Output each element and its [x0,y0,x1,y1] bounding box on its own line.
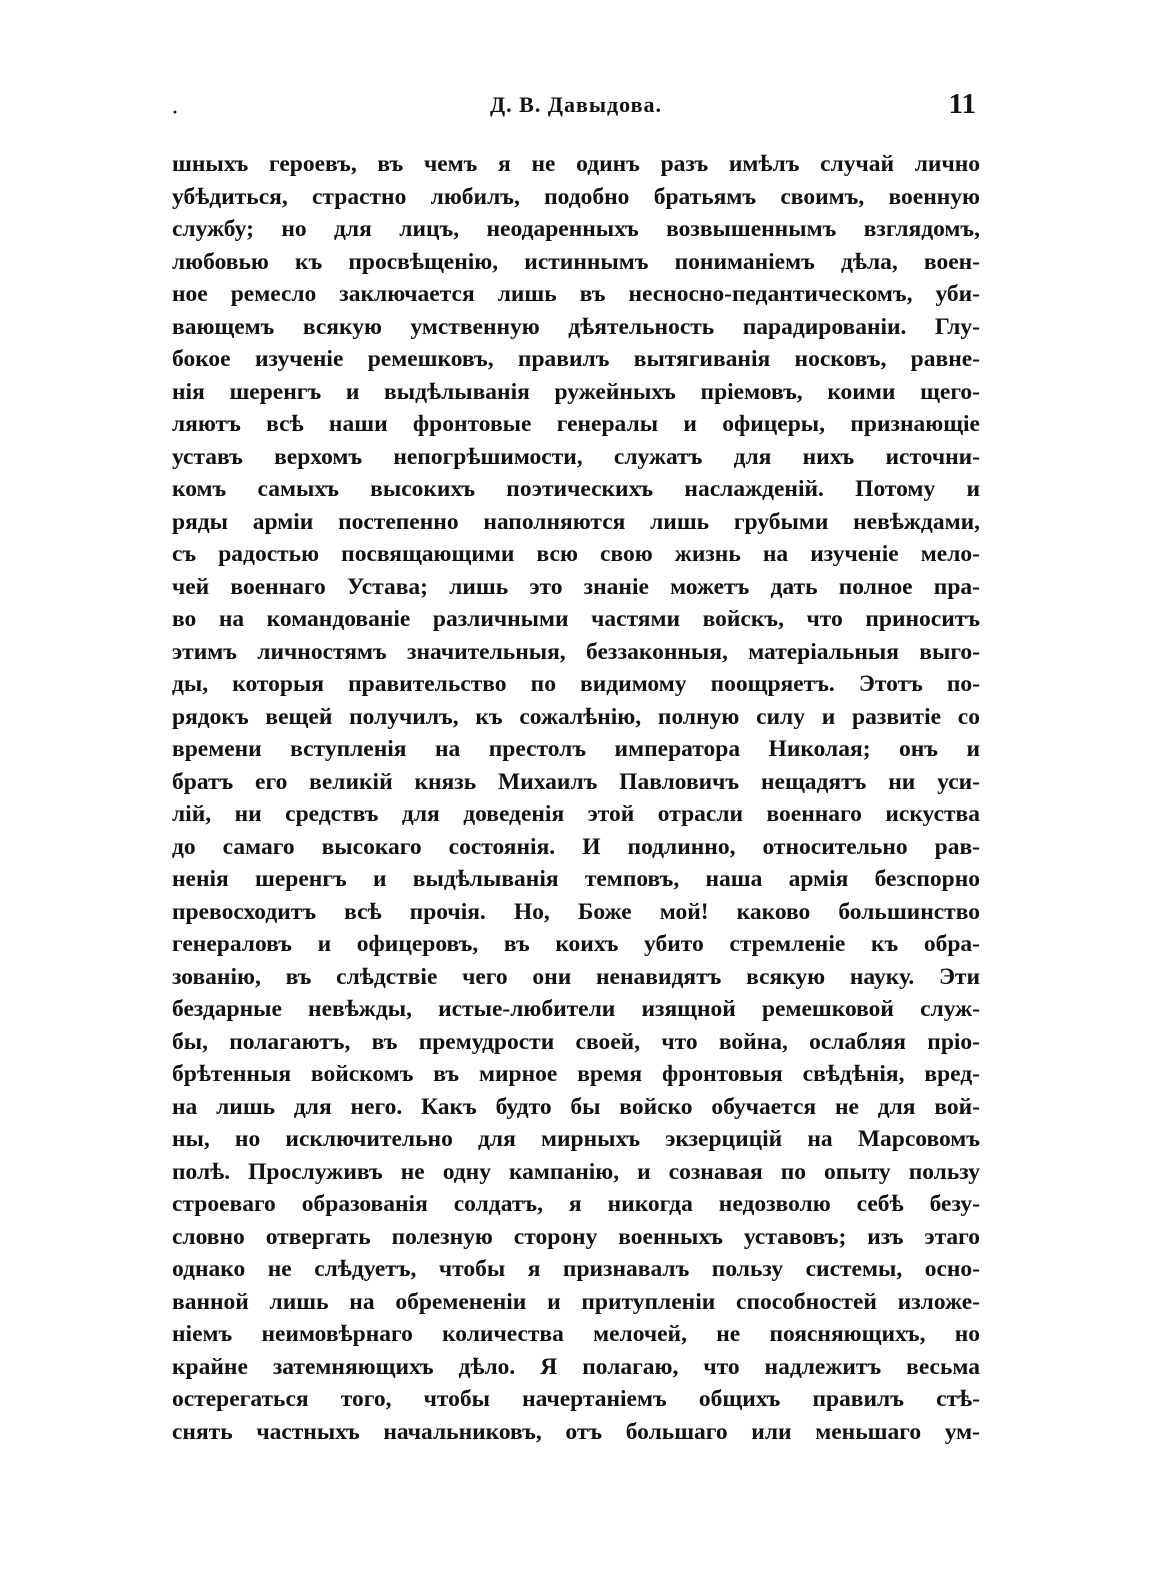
text-line: службу; но для лицъ, неодаренныхъ возвышеннымъ взглядомъ, [172,216,980,242]
text-line: этимъ личностямъ значительныя, беззаконныя, матеріальныя выго- [172,638,980,665]
text-line: ное ремесло заключается лишь въ несносно-педантическомъ, уби- [172,281,980,307]
text-line: бокое изученіе ремешковъ, правилъ вытягиванія носковъ, равне- [172,346,980,372]
text-line: нія шеренгъ и выдѣлыванія ружейныхъ пріемовъ, коими щего- [172,378,980,405]
text-line: бы, полагаютъ, въ премудрости своей, что война, ослабляя пріо- [172,1028,980,1055]
text-line: брѣтенныя войскомъ въ мирное время фронтовыя свѣдѣнія, вред- [172,1061,980,1087]
text-line: шныхъ героевъ, въ чемъ я не одинъ разъ имѣлъ случай лично [172,151,980,177]
body-text [172,148,980,1448]
text-line: братъ его великій князь Михаилъ Павловичъ нещадятъ ни уси- [172,768,980,795]
text-line: строеваго образованія солдатъ, я никогда недозволю себѣ безу- [172,1191,980,1217]
text-line: остерегаться того, чтобы начертаніемъ общихъ правилъ стѣ- [172,1386,980,1412]
text-line: крайне затемняющихъ дѣло. Я полагаю, что надлежитъ весьма [172,1353,980,1380]
text-line: полѣ. Прослуживъ не одну кампанію, и сознавая по опыту пользу [172,1158,980,1185]
text-line: снять частныхъ начальниковъ, отъ большаго или меньшаго ум- [172,1418,980,1445]
text-line: комъ самыхъ высокихъ поэтическихъ наслажденій. Потому и [172,476,980,502]
text-line: ненія шеренгъ и выдѣлыванія темповъ, наша армія безспорно [172,866,980,892]
running-title: Д. В. Давыдова. [490,92,662,117]
running-header [172,88,980,128]
text-line: на лишь для него. Какъ будто бы войско обучается не для вой- [172,1093,980,1120]
text-line: зованію, въ слѣдствіе чего они ненавидятъ всякую науку. Эти [172,963,980,990]
text-line: рядокъ вещей получилъ, къ сожалѣнію, полную силу и развитіе со [172,703,980,730]
text-line: времени вступленія на престолъ императора Николая; онъ и [172,736,980,762]
text-line: превосходитъ всѣ прочія. Но, Боже мой! каково большинство [172,898,980,925]
text-line: бездарные невѣжды, истые-любители изящной ремешковой служ- [172,996,980,1022]
text-line: ляютъ всѣ наши фронтовые генералы и офицеры, признающіе [172,411,980,437]
text-line: однако не слѣдуетъ, чтобы я признавалъ пользу системы, осно- [172,1256,980,1282]
text-line: убѣдиться, страстно любилъ, подобно братьямъ своимъ, военную [172,183,980,210]
text-line: ны, но исключительно для мирныхъ экзерцицій на Марсовомъ [172,1126,980,1152]
text-line: до самаго высокаго состоянія. И подлинно, относительно рав- [172,833,980,860]
text-line: ніемъ неимовѣрнаго количества мелочей, не поясняющихъ, но [172,1321,980,1347]
text-line: съ радостью посвящающими всю свою жизнь на изученіе мело- [172,541,980,567]
page-number: 11 [948,88,976,120]
text-line: во на командованіе различными частями войскъ, что приноситъ [172,606,980,632]
text-line: генераловъ и офицеровъ, въ коихъ убито стремленіе къ обра- [172,931,980,957]
text-line: ванной лишь на обремененіи и притупленіи способностей изложе- [172,1288,980,1315]
text-line: чей военнаго Устава; лишь это знаніе можетъ дать полное пра- [172,573,980,600]
text-line: ряды арміи постепенно наполняются лишь грубыми невѣждами, [172,508,980,535]
text-line: любовью къ просвѣщенію, истиннымъ пониманіемъ дѣла, воен- [172,248,980,275]
header-marker: · [172,102,179,122]
text-line: ды, которыя правительство по видимому поощряетъ. Этотъ по- [172,671,980,697]
text-line: вающемъ всякую умственную дѣятельность парадированіи. Глу- [172,313,980,340]
text-line: лій, ни средствъ для доведенія этой отрасли военнаго искуства [172,801,980,827]
text-line: словно отвергать полезную сторону военныхъ уставовъ; изъ этаго [172,1223,980,1250]
text-line: уставъ верхомъ непогрѣшимости, служатъ для нихъ источни- [172,443,980,470]
